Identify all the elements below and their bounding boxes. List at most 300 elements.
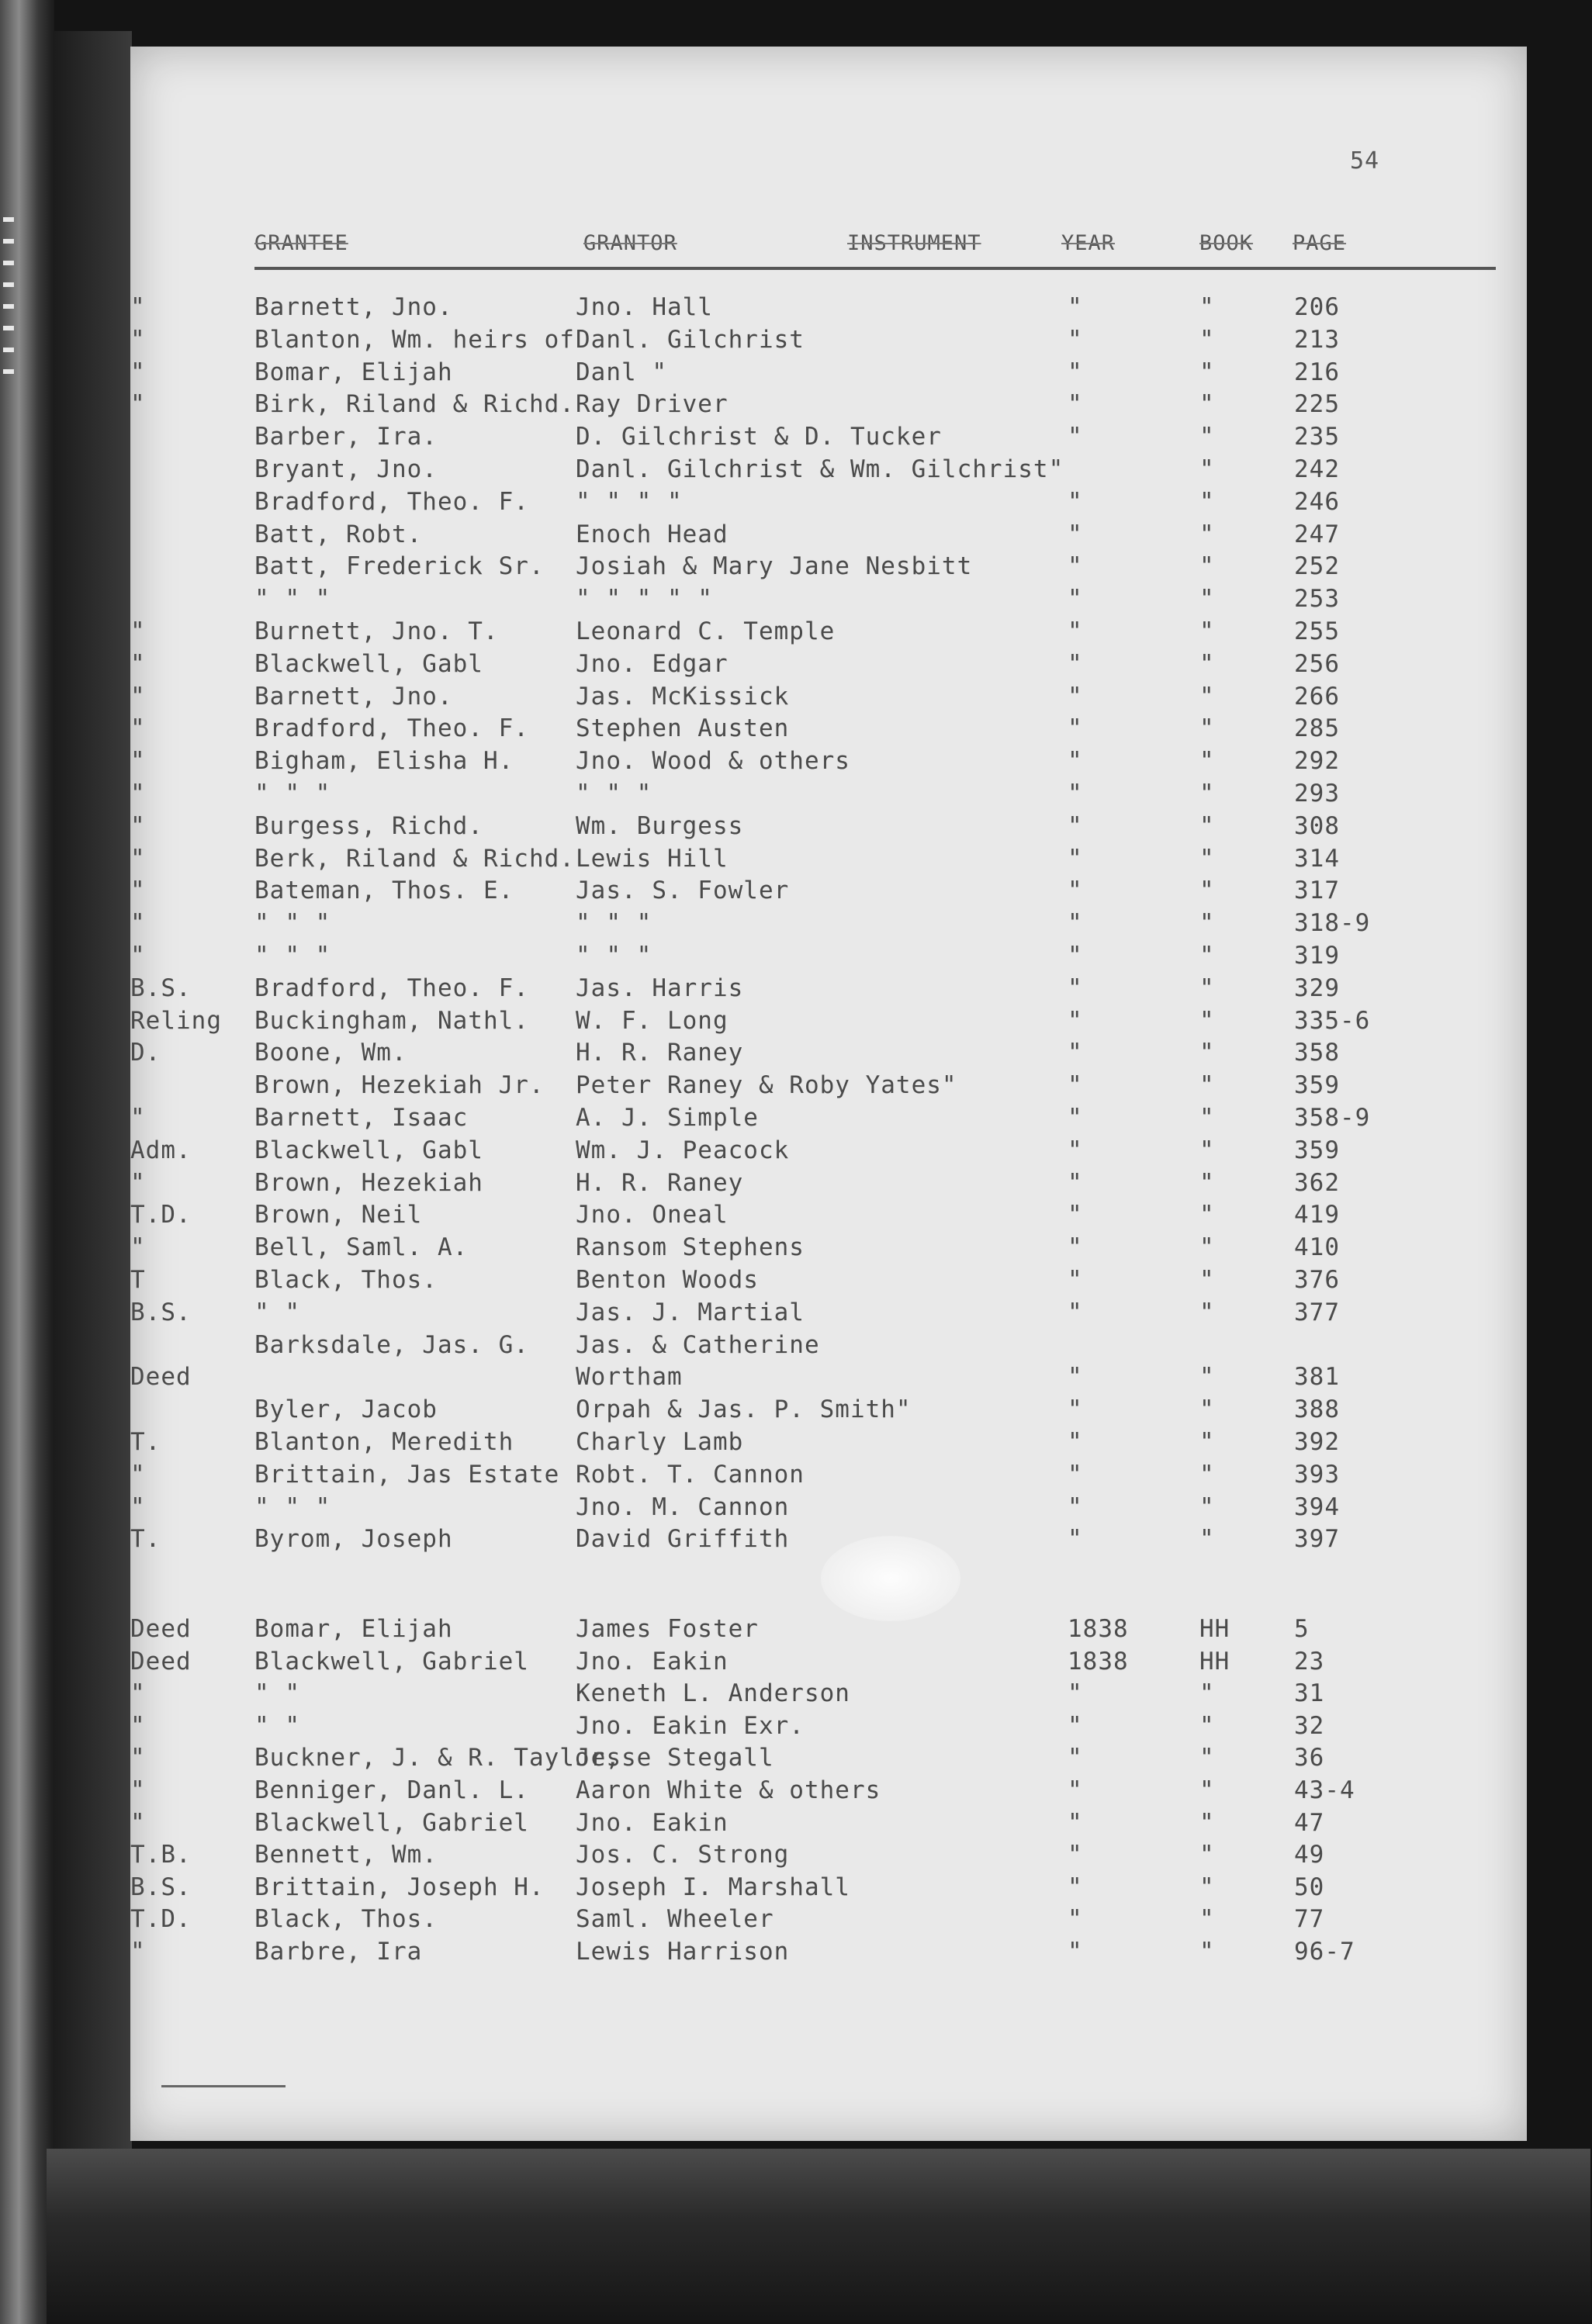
cell-year: " (1068, 844, 1083, 873)
cell-year: " (1068, 293, 1083, 321)
cell-year: " (1068, 877, 1083, 905)
cell-book: " (1199, 1460, 1215, 1489)
cell-book: " (1199, 552, 1215, 581)
cell-book: " (1199, 520, 1215, 548)
cell-page: 242 (1294, 455, 1340, 483)
ledger-row (130, 423, 1527, 454)
cell-instrument: " (130, 811, 146, 840)
cell-grantor: Jno. M. Cannon (576, 1492, 790, 1521)
cell-grantee: Black, Thos. (254, 1266, 438, 1294)
cell-page: 419 (1294, 1201, 1340, 1229)
cell-instrument: " (130, 1711, 146, 1740)
ledger-row (130, 1331, 1527, 1362)
cell-year: " (1068, 1460, 1083, 1489)
cell-year: " (1068, 1071, 1083, 1100)
cell-instrument: " (130, 390, 146, 419)
cell-book: " (1199, 649, 1215, 678)
cell-instrument: D. (130, 1039, 161, 1067)
ledger-row (130, 1007, 1527, 1038)
cell-grantor: Robt. T. Cannon (576, 1460, 805, 1489)
cell-book: " (1199, 1744, 1215, 1772)
cell-grantee: Blanton, Meredith (254, 1428, 514, 1456)
cell-grantee: Blackwell, Gabl (254, 1136, 483, 1164)
cell-page: 394 (1294, 1492, 1340, 1521)
cell-grantor: " " " (576, 942, 652, 970)
cell-book: " (1199, 1679, 1215, 1708)
cell-page: 247 (1294, 520, 1340, 548)
ledger-row (130, 390, 1527, 421)
cell-instrument: T.D. (130, 1201, 192, 1229)
cell-page: 377 (1294, 1298, 1340, 1326)
cell-page: 225 (1294, 390, 1340, 419)
cell-book: HH (1199, 1615, 1230, 1643)
cell-instrument: " (130, 1808, 146, 1837)
cell-book: " (1199, 1266, 1215, 1294)
cell-grantor: Danl. Gilchrist & Wm. Gilchrist" (576, 455, 1064, 483)
cell-grantee: Bennett, Wm. (254, 1841, 438, 1869)
cell-grantor: Charly Lamb (576, 1428, 744, 1456)
cell-book: " (1199, 423, 1215, 451)
cell-year: " (1068, 780, 1083, 808)
binding-shadow (54, 31, 132, 2156)
cell-year: " (1068, 1905, 1083, 1934)
cell-grantor: Jos. C. Strong (576, 1841, 790, 1869)
ledger-row (130, 683, 1527, 714)
cell-page: 314 (1294, 844, 1340, 873)
ledger-row (130, 1201, 1527, 1232)
cell-grantee: " " (254, 1679, 300, 1708)
cell-instrument: " (130, 780, 146, 808)
cell-book: " (1199, 390, 1215, 419)
cell-instrument: " (130, 1104, 146, 1132)
header-rule (254, 267, 1496, 270)
cell-grantee: " " " (254, 585, 331, 614)
cell-grantee: Berk, Riland & Richd. (254, 844, 575, 873)
cell-book: " (1199, 1039, 1215, 1067)
cell-book: " (1199, 1201, 1215, 1229)
cell-year: " (1068, 1039, 1083, 1067)
cell-year: " (1068, 649, 1083, 678)
cell-book: " (1199, 877, 1215, 905)
header-page: PAGE (1293, 231, 1347, 255)
cell-page: 253 (1294, 585, 1340, 614)
cell-grantor: Jno. Wood & others (576, 747, 850, 776)
ledger-row (130, 1841, 1527, 1872)
cell-book: " (1199, 1808, 1215, 1837)
cell-grantor: James Foster (576, 1615, 759, 1643)
cell-grantor: Jas. Harris (576, 974, 744, 1002)
cell-instrument: " (130, 1744, 146, 1772)
cell-page: 5 (1294, 1615, 1310, 1643)
cell-book: " (1199, 1233, 1215, 1262)
cell-book: " (1199, 974, 1215, 1002)
cell-grantee: Batt, Robt. (254, 520, 423, 548)
cell-instrument: T. (130, 1428, 161, 1456)
ledger-row (130, 552, 1527, 583)
cell-page: 335-6 (1294, 1006, 1371, 1035)
ledger-row (130, 845, 1527, 876)
cell-grantor: Orpah & Jas. P. Smith" (576, 1395, 912, 1424)
cell-year: " (1068, 1363, 1083, 1392)
cell-page: 96-7 (1294, 1938, 1355, 1966)
cell-grantee: Buckner, J. & R. Taylor, (254, 1744, 621, 1772)
cell-year: " (1068, 974, 1083, 1002)
cell-grantor: Aaron White & others (576, 1776, 881, 1804)
cell-year: " (1068, 1525, 1083, 1554)
cell-book: " (1199, 325, 1215, 354)
cell-book: " (1199, 1841, 1215, 1869)
cell-instrument: " (130, 1460, 146, 1489)
cell-grantee: Brown, Hezekiah Jr. (254, 1071, 545, 1100)
cell-grantee: " " (254, 1711, 300, 1740)
cell-book: " (1199, 455, 1215, 483)
cell-grantor: Jno. Oneal (576, 1201, 729, 1229)
cell-year: " (1068, 1006, 1083, 1035)
cell-grantor: Lewis Hill (576, 844, 729, 873)
cell-page: 293 (1294, 780, 1340, 808)
cell-year: " (1068, 585, 1083, 614)
cell-grantee: Burgess, Richd. (254, 811, 483, 840)
cell-grantor: Jno. Eakin Exr. (576, 1711, 805, 1740)
cell-grantee: Brittain, Jas Estate (254, 1460, 560, 1489)
cell-year: " (1068, 1744, 1083, 1772)
cell-book: " (1199, 811, 1215, 840)
ledger-row (130, 1938, 1527, 1969)
cell-instrument: " (130, 877, 146, 905)
cell-page: 32 (1294, 1711, 1325, 1740)
cell-page: 308 (1294, 811, 1340, 840)
cell-book: " (1199, 1428, 1215, 1456)
cell-year: " (1068, 358, 1083, 386)
cell-book: " (1199, 780, 1215, 808)
cell-grantor: D. Gilchrist & D. Tucker (576, 423, 942, 451)
ledger-row (130, 1776, 1527, 1807)
cell-book: " (1199, 1711, 1215, 1740)
cell-grantee: Buckingham, Nathl. (254, 1006, 529, 1035)
cell-year: " (1068, 1168, 1083, 1197)
cell-grantor: Jno. Eakin (576, 1808, 729, 1837)
cell-grantor: H. R. Raney (576, 1168, 744, 1197)
cell-page: 206 (1294, 293, 1340, 321)
cell-page: 329 (1294, 974, 1340, 1002)
ledger-row (130, 1873, 1527, 1904)
cell-grantee: Barnett, Jno. (254, 682, 453, 711)
cell-grantor: David Griffith (576, 1525, 790, 1554)
cell-grantor: Enoch Head (576, 520, 729, 548)
cell-grantee: " " " (254, 780, 331, 808)
header-grantee: GRANTEE (254, 231, 348, 255)
cell-page: 381 (1294, 1363, 1340, 1392)
cell-page: 47 (1294, 1808, 1325, 1837)
cell-grantee: Blackwell, Gabriel (254, 1808, 529, 1837)
cell-page: 216 (1294, 358, 1340, 386)
cell-book: " (1199, 1104, 1215, 1132)
cell-grantee: Blackwell, Gabriel (254, 1647, 529, 1676)
cell-grantor: Benton Woods (576, 1266, 759, 1294)
cell-year: 1838 (1068, 1615, 1129, 1643)
cell-grantor: Wortham (576, 1363, 683, 1392)
cell-instrument: " (130, 1938, 146, 1966)
cell-book: " (1199, 1938, 1215, 1966)
cell-grantee: " " (254, 1298, 300, 1326)
cell-page: 358 (1294, 1039, 1340, 1067)
cell-book: " (1199, 1873, 1215, 1901)
cell-year: " (1068, 390, 1083, 419)
cell-instrument: Deed (130, 1615, 192, 1643)
cell-grantor: Danl. Gilchrist (576, 325, 805, 354)
cell-book: " (1199, 617, 1215, 645)
cell-grantee: " " " (254, 1492, 331, 1521)
cell-instrument: " (130, 682, 146, 711)
cell-year: " (1068, 909, 1083, 938)
cell-instrument: Deed (130, 1647, 192, 1676)
cell-grantor: Saml. Wheeler (576, 1905, 774, 1934)
cell-year: 1838 (1068, 1647, 1129, 1676)
page-number: 54 (1350, 147, 1380, 175)
cell-page: 252 (1294, 552, 1340, 581)
cell-grantee: Bradford, Theo. F. (254, 714, 529, 743)
cell-instrument: Deed (130, 1363, 192, 1392)
cell-page: 410 (1294, 1233, 1340, 1262)
ledger-row (130, 747, 1527, 778)
cell-book: " (1199, 1168, 1215, 1197)
cell-year: " (1068, 1492, 1083, 1521)
ledger-row (130, 812, 1527, 843)
cell-grantee: Byler, Jacob (254, 1395, 438, 1424)
ledger-row (130, 942, 1527, 973)
cell-grantee: Barber, Ira. (254, 423, 438, 451)
cell-grantor: W. F. Long (576, 1006, 729, 1035)
cell-year: " (1068, 714, 1083, 743)
cell-year: " (1068, 325, 1083, 354)
cell-grantee: Benniger, Danl. L. (254, 1776, 529, 1804)
cell-year: " (1068, 1395, 1083, 1424)
header-grantor: GRANTOR (583, 231, 677, 255)
ledger-row (130, 1039, 1527, 1070)
cell-grantor: Josiah & Mary Jane Nesbitt (576, 552, 973, 581)
cell-year: " (1068, 1233, 1083, 1262)
cell-page: 397 (1294, 1525, 1340, 1554)
cell-page: 376 (1294, 1266, 1340, 1294)
ledger-row (130, 358, 1527, 389)
cell-grantor: " " " " " (576, 585, 713, 614)
cell-grantor: " " " (576, 909, 652, 938)
cell-year: " (1068, 1711, 1083, 1740)
ledger-row (130, 1299, 1527, 1330)
ledger-row (130, 617, 1527, 648)
cell-instrument: " (130, 942, 146, 970)
ledger-row (130, 1905, 1527, 1936)
cell-book: " (1199, 1776, 1215, 1804)
ledger-row (130, 1809, 1527, 1840)
cell-book: " (1199, 682, 1215, 711)
cell-grantee: Batt, Frederick Sr. (254, 552, 545, 581)
cell-grantee: Black, Thos. (254, 1905, 438, 1934)
cell-grantee: Bateman, Thos. E. (254, 877, 514, 905)
cell-year: " (1068, 1776, 1083, 1804)
cell-grantee: Bomar, Elijah (254, 358, 453, 386)
cell-instrument: B.S. (130, 1873, 192, 1901)
ledger-row (130, 909, 1527, 940)
paper-stain (821, 1536, 960, 1621)
cell-year: " (1068, 1938, 1083, 1966)
cell-page: 255 (1294, 617, 1340, 645)
header-book: BOOK (1199, 231, 1254, 255)
cell-instrument: T. (130, 1525, 161, 1554)
cell-page: 318-9 (1294, 909, 1371, 938)
ledger-row (130, 1363, 1527, 1394)
cell-grantor: A. J. Simple (576, 1104, 759, 1132)
cell-grantee: Bomar, Elijah (254, 1615, 453, 1643)
cell-grantor: Jas. McKissick (576, 682, 790, 711)
cell-instrument: " (130, 844, 146, 873)
scanner-bottom-edge (47, 2149, 1590, 2324)
cell-book: " (1199, 1905, 1215, 1934)
cell-grantor: " " " " (576, 487, 683, 516)
cell-grantor: Lewis Harrison (576, 1938, 790, 1966)
cell-book: " (1199, 942, 1215, 970)
ledger-row (130, 780, 1527, 811)
cell-grantee: Brown, Neil (254, 1201, 423, 1229)
cell-grantor: Jas. J. Martial (576, 1298, 805, 1326)
cell-year: " (1068, 1428, 1083, 1456)
cell-instrument: " (130, 1679, 146, 1708)
cell-year: " (1068, 682, 1083, 711)
ledger-row (130, 1233, 1527, 1264)
cell-year: " (1068, 1298, 1083, 1326)
cell-grantor: Danl " (576, 358, 667, 386)
cell-instrument: " (130, 1168, 146, 1197)
cell-page: 235 (1294, 423, 1340, 451)
cell-instrument: " (130, 909, 146, 938)
cell-page: 266 (1294, 682, 1340, 711)
ledger-row (130, 1679, 1527, 1710)
cell-instrument: B.S. (130, 1298, 192, 1326)
cell-book: " (1199, 1525, 1215, 1554)
cell-book: " (1199, 358, 1215, 386)
ledger-row (130, 974, 1527, 1005)
cell-grantor: Wm. J. Peacock (576, 1136, 790, 1164)
cell-grantee: Burnett, Jno. T. (254, 617, 499, 645)
cell-page: 359 (1294, 1071, 1340, 1100)
cell-page: 362 (1294, 1168, 1340, 1197)
ledger-row (130, 1744, 1527, 1775)
adjacent-page-edge (0, 0, 54, 2324)
ledger-row (130, 326, 1527, 357)
ledger-row (130, 1615, 1527, 1646)
ledger-row (130, 455, 1527, 486)
cell-page: 317 (1294, 877, 1340, 905)
cell-grantee: Barnett, Jno. (254, 293, 453, 321)
cell-grantee: Barnett, Isaac (254, 1104, 469, 1132)
cell-grantee: Barbre, Ira (254, 1938, 423, 1966)
cell-grantee: Brittain, Joseph H. (254, 1873, 545, 1901)
cell-instrument: " (130, 649, 146, 678)
ledger-row (130, 1071, 1527, 1102)
ledger-row (130, 1461, 1527, 1492)
cell-grantor: Leonard C. Temple (576, 617, 836, 645)
cell-instrument: B.S. (130, 974, 192, 1002)
cell-year: " (1068, 1808, 1083, 1837)
cell-book: " (1199, 909, 1215, 938)
cell-year: " (1068, 747, 1083, 776)
cell-grantor: Jas. S. Fowler (576, 877, 790, 905)
cell-page: 49 (1294, 1841, 1325, 1869)
cell-book: " (1199, 1363, 1215, 1392)
cell-grantor: Joseph I. Marshall (576, 1873, 850, 1901)
cell-page: 358-9 (1294, 1104, 1371, 1132)
cell-page: 285 (1294, 714, 1340, 743)
cell-page: 388 (1294, 1395, 1340, 1424)
ledger-row (130, 293, 1527, 324)
cell-grantor: Jno. Eakin (576, 1647, 729, 1676)
ledger-row (130, 1428, 1527, 1459)
column-headers (130, 231, 1527, 264)
cell-grantor: Jno. Hall (576, 293, 713, 321)
cell-page: 392 (1294, 1428, 1340, 1456)
ledger-row (130, 1493, 1527, 1524)
cell-grantee: " " " (254, 942, 331, 970)
cell-grantor: Jas. & Catherine (576, 1330, 820, 1359)
cell-grantor: Stephen Austen (576, 714, 790, 743)
ledger-row (130, 1648, 1527, 1679)
ledger-row (130, 877, 1527, 908)
cell-year: " (1068, 1873, 1083, 1901)
cell-page: 246 (1294, 487, 1340, 516)
ledger-page (130, 47, 1527, 2141)
cell-book: " (1199, 1006, 1215, 1035)
cell-book: " (1199, 1492, 1215, 1521)
ledger-row (130, 1712, 1527, 1743)
cell-grantor: Jno. Edgar (576, 649, 729, 678)
cell-year: " (1068, 487, 1083, 516)
cell-grantor: Keneth L. Anderson (576, 1679, 850, 1708)
cell-book: " (1199, 747, 1215, 776)
ledger-row (130, 1169, 1527, 1200)
ledger-row (130, 1395, 1527, 1427)
margin-mark (161, 2085, 286, 2087)
cell-instrument: " (130, 325, 146, 354)
cell-book: " (1199, 844, 1215, 873)
cell-page: 50 (1294, 1873, 1325, 1901)
ledger-row (130, 520, 1527, 552)
cell-grantee: Blanton, Wm. heirs of (254, 325, 575, 354)
cell-year: " (1068, 1201, 1083, 1229)
cell-year: " (1068, 1136, 1083, 1164)
cell-grantor: Ray Driver (576, 390, 729, 419)
cell-book: " (1199, 585, 1215, 614)
ledger-row (130, 1104, 1527, 1135)
cell-instrument: T (130, 1266, 146, 1294)
cell-grantee: Bell, Saml. A. (254, 1233, 469, 1262)
cell-page: 359 (1294, 1136, 1340, 1164)
cell-page: 256 (1294, 649, 1340, 678)
cell-instrument: " (130, 747, 146, 776)
cell-year: " (1068, 811, 1083, 840)
cell-grantor: Jesse Stegall (576, 1744, 774, 1772)
cell-page: 23 (1294, 1647, 1325, 1676)
cell-grantor: " " " (576, 780, 652, 808)
cell-grantee: Bigham, Elisha H. (254, 747, 514, 776)
cell-book: " (1199, 1298, 1215, 1326)
cell-page: 213 (1294, 325, 1340, 354)
cell-year: " (1068, 617, 1083, 645)
cell-grantee: Barksdale, Jas. G. (254, 1330, 529, 1359)
cell-page: 36 (1294, 1744, 1325, 1772)
cell-page: 77 (1294, 1905, 1325, 1934)
cell-grantee: Birk, Riland & Richd. (254, 390, 575, 419)
cell-year: " (1068, 552, 1083, 581)
